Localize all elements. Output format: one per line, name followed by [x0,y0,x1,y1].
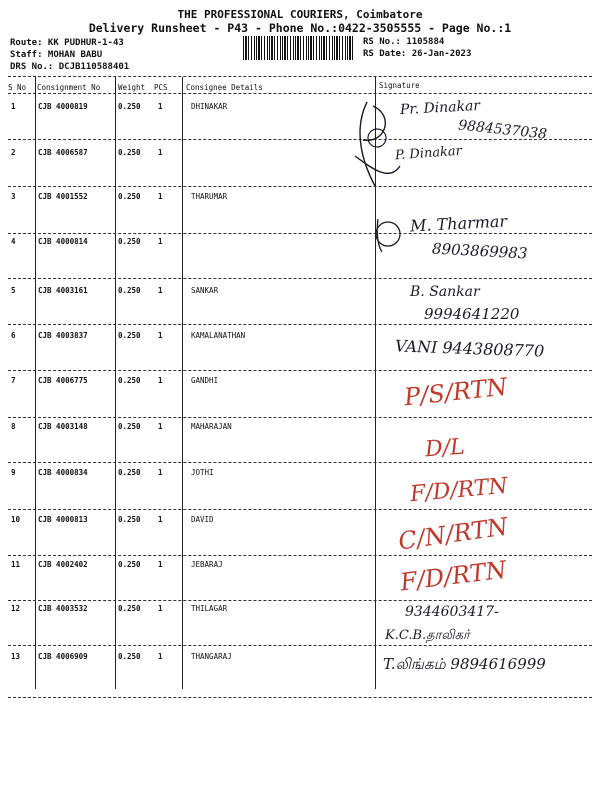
row-separator [8,600,592,601]
header-rule-top [8,76,592,77]
row-weight: 0.250 [118,422,141,431]
signature-5b: 9994641220 [424,305,520,323]
row-weight: 0.250 [118,376,141,385]
row-consignee: DAVID [191,515,214,524]
row-consignment-no: CJB 4002402 [38,560,88,569]
col-signature: Signature [379,81,420,90]
row-consignee: MAHARAJAN [191,422,232,431]
row-pcs: 1 [158,192,163,201]
staff-label: Staff: MOHAN BABU [10,50,103,60]
row-consignment-no: CJB 4006909 [38,652,88,661]
signature-13: T.லிங்கம் 9894616999 [383,655,546,673]
row-sno: 7 [11,376,16,385]
row-separator [8,370,592,371]
row-weight: 0.250 [118,192,141,201]
row-separator [8,139,592,140]
signature-12a: 9344603417- [405,604,499,620]
signature-12b: K.C.B.தாலிகர் [385,628,470,643]
row-consignment-no: CJB 4006775 [38,376,88,385]
row-separator [8,417,592,418]
row-sno: 6 [11,331,16,340]
row-separator [8,324,592,325]
rs-number: RS No.: 1105884 [363,37,445,47]
row-sno: 8 [11,422,16,431]
row-separator [8,186,592,187]
row-pcs: 1 [158,468,163,477]
row-sno: 4 [11,237,16,246]
row-separator [8,697,592,698]
row-consignee: DHINAKAR [191,102,228,111]
row-consignment-no: CJB 4000834 [38,468,88,477]
route-label: Route: KK PUDHUR-1-43 [10,38,124,48]
row-pcs: 1 [158,560,163,569]
row-weight: 0.250 [118,604,141,613]
row-pcs: 1 [158,102,163,111]
row-consignment-no: CJB 4000819 [38,102,88,111]
row-weight: 0.250 [118,237,141,246]
col-divider [115,77,116,689]
row-pcs: 1 [158,604,163,613]
row-weight: 0.250 [118,560,141,569]
signature-1b: 9884537038 [457,117,548,143]
row-sno: 2 [11,148,16,157]
signature-1a: Pr. Dinakar [399,97,481,119]
signature-4: 8903869983 [431,239,528,263]
row-sno: 13 [11,652,21,661]
signature-11: F/D/RTN [398,555,509,597]
row-weight: 0.250 [118,286,141,295]
row-pcs: 1 [158,376,163,385]
col-consignment: Consignment No [37,83,101,92]
row-consignment-no: CJB 4003532 [38,604,88,613]
row-consignment-no: CJB 4003837 [38,331,88,340]
row-separator [8,509,592,510]
row-sno: 1 [11,102,16,111]
row-weight: 0.250 [118,652,141,661]
signature-scrawl [345,96,405,191]
row-separator [8,233,592,234]
row-pcs: 1 [158,148,163,157]
row-sno: 3 [11,192,16,201]
row-pcs: 1 [158,331,163,340]
runsheet-subtitle: Delivery Runsheet - P43 - Phone No.:0422-3505555 - Page No.:1 [88,21,512,35]
row-weight: 0.250 [118,148,141,157]
row-separator [8,645,592,646]
row-weight: 0.250 [118,102,141,111]
header-rule-bottom [8,93,592,94]
row-consignment-no: CJB 4000813 [38,515,88,524]
company-title: THE PROFESSIONAL COURIERS, Coimbatore [177,8,423,21]
row-consignee: KAMALANATHAN [191,331,246,340]
row-consignment-no: CJB 4001552 [38,192,88,201]
row-consignee: JEBARAJ [191,560,223,569]
row-consignee: THANGARAJ [191,652,232,661]
col-divider [182,77,183,689]
row-pcs: 1 [158,652,163,661]
col-sno: S No [8,83,27,92]
row-separator [8,278,592,279]
row-consignee: JOTHI [191,468,214,477]
row-weight: 0.250 [118,468,141,477]
row-pcs: 1 [158,237,163,246]
signature-3: M. Tharmar [409,211,508,236]
row-pcs: 1 [158,422,163,431]
row-sno: 11 [11,560,21,569]
signature-7: P/S/RTN [402,372,509,412]
signature-5a: B. Sankar [410,284,480,300]
row-weight: 0.250 [118,331,141,340]
row-consignment-no: CJB 4000814 [38,237,88,246]
drs-number: DRS No.: DCJB110588401 [10,62,130,72]
col-divider [35,77,36,689]
row-consignment-no: CJB 4003161 [38,286,88,295]
row-consignment-no: CJB 4003148 [38,422,88,431]
row-pcs: 1 [158,515,163,524]
row-sno: 10 [11,515,21,524]
row-consignment-no: CJB 4006587 [38,148,88,157]
signature-2: P. Dinakar [394,143,463,164]
row-pcs: 1 [158,286,163,295]
signature-scrawl [372,214,406,254]
row-sno: 9 [11,468,16,477]
col-pcs: PCS [154,83,168,92]
row-sno: 12 [11,604,21,613]
signature-10: C/N/RTN [396,512,510,556]
rs-date: RS Date: 26-Jan-2023 [363,49,472,59]
barcode [243,36,353,60]
row-separator [8,462,592,463]
col-consignee: Consignee Details [186,83,263,92]
row-consignee: THILAGAR [191,604,228,613]
row-consignee: SANKAR [191,286,219,295]
signature-8: D/L [424,434,466,463]
signature-6: VANI 9443808770 [394,336,545,361]
row-consignee: GANDHI [191,376,219,385]
row-consignee: THARUMAR [191,192,228,201]
row-sno: 5 [11,286,16,295]
col-weight: Weight [118,83,146,92]
signature-9: F/D/RTN [409,473,509,508]
row-weight: 0.250 [118,515,141,524]
